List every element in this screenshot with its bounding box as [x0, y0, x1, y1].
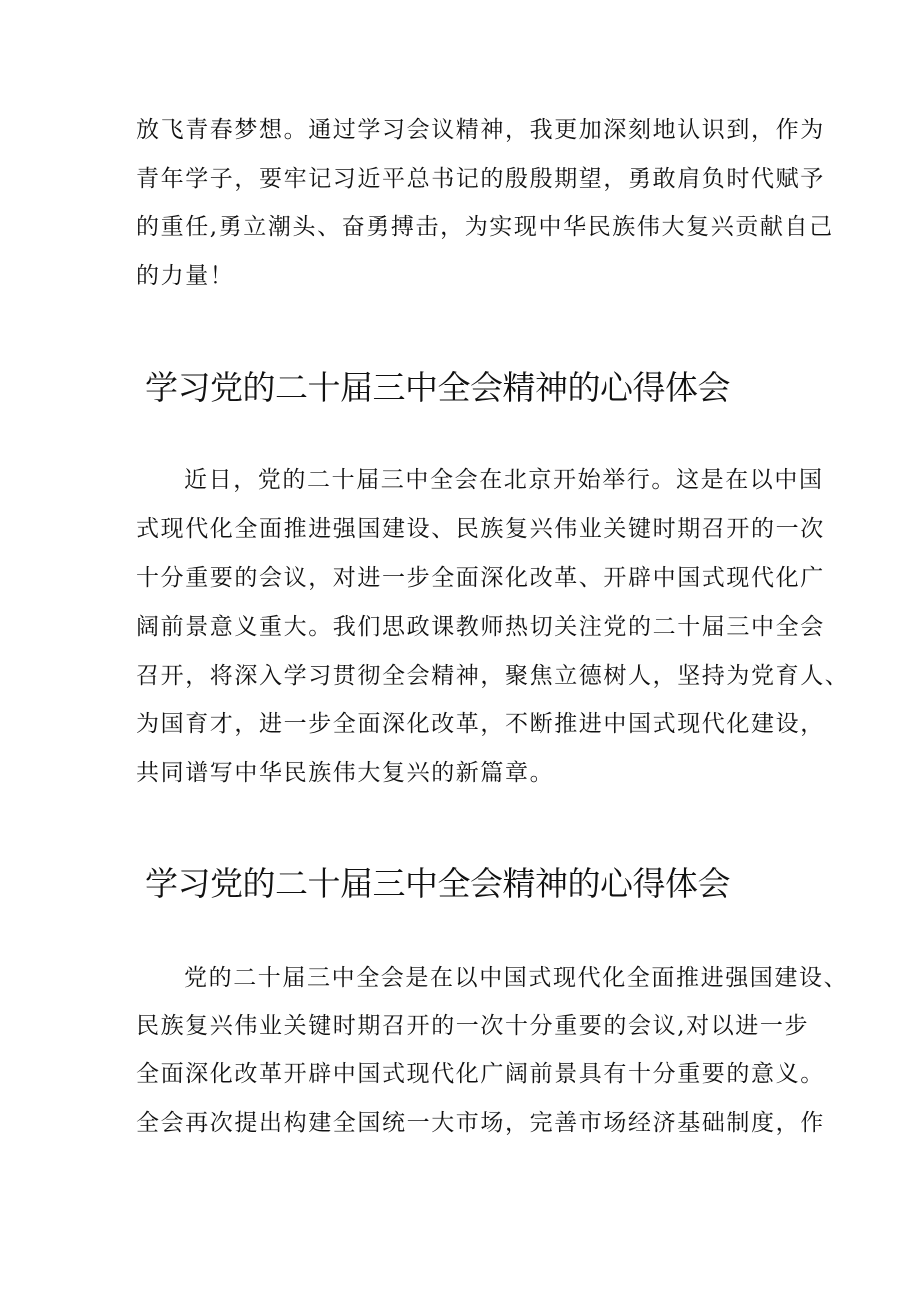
section-1-line-4: 阔前景意义重大。我们思政课教师热切关注党的二十届三中全会 — [136, 614, 825, 640]
section-1-line-1: 近日，党的二十届三中全会在北京开始举行。这是在以中国 — [184, 467, 824, 493]
section-1-title: 学习党的二十届三中全会精神的心得体会 — [145, 368, 730, 407]
section-2-line-4: 全会再次提出构建全国统一大市场，完善市场经济基础制度，作 — [136, 1110, 825, 1136]
section-1-line-5: 召开，将深入学习贯彻全会精神，聚焦立德树人，坚持为党育人、 — [136, 663, 850, 689]
section-2-title: 学习党的二十届三中全会精神的心得体会 — [145, 864, 730, 903]
intro-line-4: 的力量！ — [136, 263, 235, 289]
section-1-line-2: 式现代化全面推进强国建设、民族复兴伟业关键时期召开的一次 — [136, 516, 825, 542]
section-2-line-3: 全面深化改革开辟中国式现代化广阔前景具有十分重要的意义。 — [136, 1061, 825, 1087]
section-2-line-1: 党的二十届三中全会是在以中国式现代化全面推进强国建设、 — [184, 965, 849, 991]
section-1-line-7: 共同谱写中华民族伟大复兴的新篇章。 — [136, 760, 555, 786]
section-1-line-6: 为国育才，进一步全面深化改革，不断推进中国式现代化建设， — [136, 711, 825, 737]
section-1-line-3: 十分重要的会议，对进一步全面深化改革、开辟中国式现代化广 — [136, 565, 825, 591]
intro-line-2: 青年学子，要牢记习近平总书记的殷殷期望，勇敢肩负时代赋予 — [136, 166, 825, 192]
intro-line-3: 的重任,勇立潮头、奋勇搏击，为实现中华民族伟大复兴贡献自己 — [136, 214, 834, 240]
intro-line-1: 放飞青春梦想。通过学习会议精神，我更加深刻地认识到，作为 — [136, 117, 825, 143]
section-2-line-2: 民族复兴伟业关键时期召开的一次十分重要的会议,对以进一步 — [136, 1013, 810, 1039]
